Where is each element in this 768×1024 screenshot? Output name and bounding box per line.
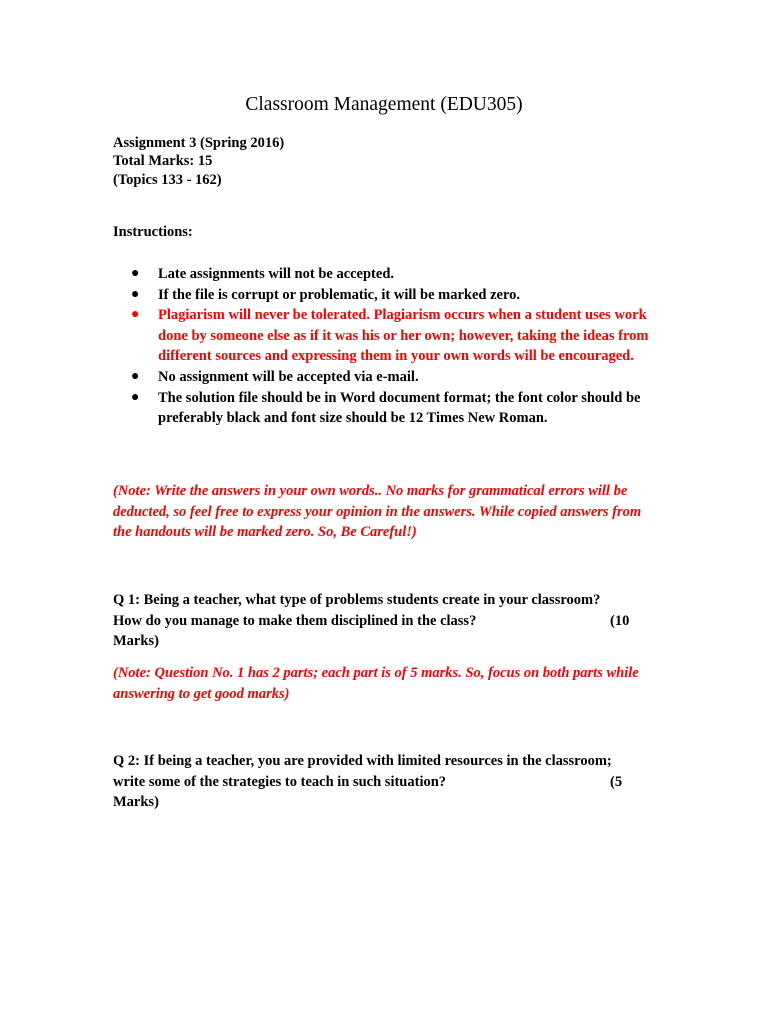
question-2-marks-suffix: Marks) <box>113 794 159 811</box>
instruction-text: No assignment will be accepted via e-mail. <box>158 368 419 385</box>
question-1-line-1: Q 1: Being a teacher, what type of problems students create in your classroom? <box>113 592 601 608</box>
question-1-marks-suffix: Marks) <box>113 633 159 650</box>
instruction-text: Plagiarism will never be tolerated. Plagiarism occurs when a student uses work done by someone else as if it was his or her own; however, taking the ideas from different sources and expressing them in your own words will be encouraged. <box>158 307 649 365</box>
question-2-line-2 <box>113 772 643 793</box>
document-title: Classroom Management (EDU305) <box>245 94 523 115</box>
instruction-text: If the file is corrupt or problematic, it will be marked zero. <box>158 286 521 303</box>
bullet-icon: ● <box>131 389 140 405</box>
instruction-text: Late assignments will not be accepted. <box>158 266 395 282</box>
instruction-item <box>113 388 653 429</box>
assignment-label: Assignment 3 (Spring 2016) <box>113 135 285 151</box>
question-1-line-2 <box>113 611 643 632</box>
instruction-item <box>113 264 653 285</box>
question-1-marks: (10 <box>610 612 630 629</box>
question-2 <box>113 751 643 813</box>
question-2-text: write some of the strategies to teach in such situation? <box>113 773 447 790</box>
question-1-note: (Note: Question No. 1 has 2 parts; each part is of 5 marks. So, focus on both parts while answering to get good marks) <box>113 665 639 702</box>
question-1-text: How do you manage to make them disciplined in the class? <box>113 612 477 629</box>
instruction-text: The solution file should be in Word document format; the font color should be preferably black and font size should be 12 Times New Roman. <box>158 389 641 427</box>
question-2-marks: (5 <box>610 773 623 790</box>
bullet-icon: ● <box>131 286 140 302</box>
total-marks: Total Marks: 15 <box>113 153 213 170</box>
instruction-item <box>113 367 653 388</box>
question-2-line-1: Q 2: If being a teacher, you are provided with limited resources in the classroom; <box>113 753 612 769</box>
instructions-list <box>113 264 653 429</box>
bullet-icon: ● <box>131 307 140 323</box>
instruction-item-plagiarism <box>113 305 653 367</box>
general-note: (Note: Write the answers in your own words.. No marks for grammatical errors will be deducted, so feel free to express your opinion in the answers. While copied answers from the handouts will be marked zero. So, Be Careful!) <box>113 483 642 541</box>
instructions-heading: Instructions: <box>113 224 193 240</box>
bullet-icon: ● <box>131 266 140 281</box>
instruction-item <box>113 285 653 306</box>
topics-range: (Topics 133 - 162) <box>113 171 222 188</box>
question-1 <box>113 590 643 652</box>
assignment-meta <box>113 134 284 189</box>
bullet-icon: ● <box>131 368 140 384</box>
